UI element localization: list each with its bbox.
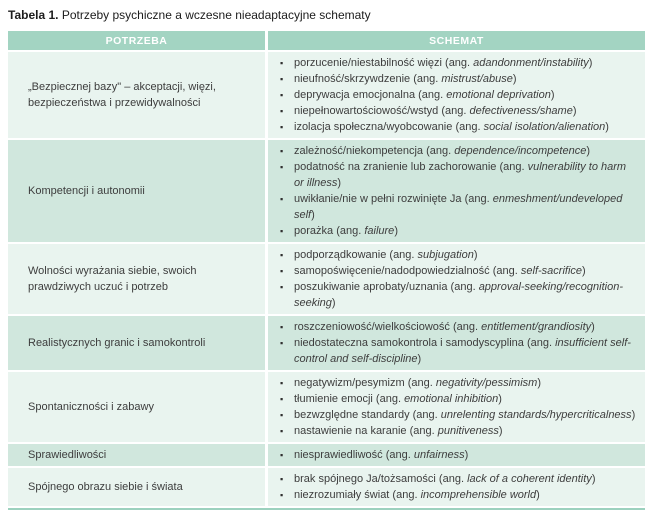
paren-close: ) — [337, 177, 342, 189]
schema-name-pl: uwikłanie/nie w pełni rozwinięte Ja — [294, 193, 465, 205]
schema-name-pl: niedostateczna samokontrola i samodyscyplina — [294, 337, 527, 349]
bullet-icon: ▪ — [280, 226, 284, 236]
schema-list — [280, 247, 637, 311]
table-row — [8, 316, 645, 370]
paren-close: ) — [473, 249, 478, 261]
schema-name-pl: nastawienie na karanie — [294, 425, 410, 437]
ang-prefix: (ang. — [445, 57, 474, 69]
paren-close: ) — [550, 89, 555, 101]
ang-prefix: (ang. — [438, 473, 468, 485]
schema-item-text — [294, 103, 637, 119]
paren-close: ) — [582, 265, 586, 277]
need-label: Wolności wyrażania siebie, swoich prawdziwych uczuć i potrzeb — [28, 265, 197, 293]
table-title-label: Tabela 1. — [8, 8, 59, 22]
bullet-icon: ▪ — [280, 162, 284, 172]
schema-item-text — [294, 423, 637, 439]
need-label: „Bezpiecznej bazy" – akceptacji, więzi, bezpieczeństwa i przewidywalności — [28, 81, 216, 109]
schema-name-en: approval-seeking/recognition-seeking — [294, 281, 623, 309]
table-row — [8, 140, 645, 242]
ang-prefix: (ang. — [450, 281, 479, 293]
schema-name-pl: nieufność/skrzywdzenie — [294, 73, 414, 85]
ang-prefix: (ang. — [426, 145, 455, 157]
ang-prefix: (ang. — [389, 249, 418, 261]
ang-prefix: (ang. — [418, 89, 447, 101]
paren-close: ) — [512, 73, 517, 85]
paren-close: ) — [586, 145, 590, 157]
table-title — [8, 8, 645, 22]
schema-item — [280, 407, 637, 423]
schema-name-en: dependence/incompetence — [454, 145, 587, 157]
schema-name-en: punitiveness — [437, 425, 499, 437]
table-header-row — [8, 31, 645, 50]
schema-item — [280, 447, 637, 463]
schema-name-pl: izolacja społeczna/wyobcowanie — [294, 121, 456, 133]
need-label: Spójnego obrazu siebie i świata — [28, 481, 183, 493]
schema-name-en: adandonment/instability — [473, 57, 589, 69]
schema-name-pl: niezrozumiały świat — [294, 489, 393, 501]
bullet-icon: ▪ — [280, 58, 284, 68]
need-cell — [8, 468, 265, 506]
bullet-icon: ▪ — [280, 450, 284, 460]
bullet-icon: ▪ — [280, 282, 284, 292]
schema-cell — [268, 140, 645, 242]
need-label: Realistycznych granic i samokontroli — [28, 337, 206, 349]
schema-list — [280, 471, 637, 503]
paren-close: ) — [537, 377, 541, 389]
schema-item — [280, 375, 637, 391]
schema-name-en: defectiveness/shame — [469, 105, 573, 117]
schema-name-en: emotional inhibition — [404, 393, 499, 405]
schema-item — [280, 263, 637, 279]
schema-name-en: entitlement/grandiosity — [481, 321, 592, 333]
schema-name-en: incomprehensible world — [420, 489, 537, 501]
schema-name-pl: podporządkowanie — [294, 249, 390, 261]
bullet-icon: ▪ — [280, 378, 284, 388]
paren-close: ) — [417, 353, 422, 365]
schema-item-text — [294, 335, 637, 367]
schema-item — [280, 391, 637, 407]
schema-name-pl: tłumienie emocji — [294, 393, 376, 405]
schema-list — [280, 319, 637, 367]
bullet-icon: ▪ — [280, 146, 284, 156]
schema-list — [280, 375, 637, 439]
schema-name-en: social isolation/alienation — [483, 121, 606, 133]
schema-item-text — [294, 159, 637, 191]
schema-name-pl: podatność na zranienie lub zachorowanie — [294, 161, 500, 173]
schema-name-pl: deprywacja emocjonalna — [294, 89, 419, 101]
schema-item — [280, 143, 637, 159]
table-title-text: Potrzeby psychiczne a wczesne nieadaptacyjne schematy — [61, 8, 371, 22]
schema-item-text — [294, 319, 637, 335]
ang-prefix: (ang. — [492, 265, 521, 277]
schema-name-pl: porażka — [294, 225, 337, 237]
bullet-icon: ▪ — [280, 426, 284, 436]
bullet-icon: ▪ — [280, 394, 284, 404]
ang-prefix: (ang. — [526, 337, 556, 349]
schema-item — [280, 247, 637, 263]
schema-name-en: failure — [364, 225, 395, 237]
paren-close: ) — [588, 57, 593, 69]
schema-item-text — [294, 71, 637, 87]
column-header-schemat: SCHEMAT — [268, 31, 645, 50]
need-cell — [8, 444, 265, 466]
schema-item-text — [294, 279, 637, 311]
paren-close: ) — [591, 473, 596, 485]
bullet-icon: ▪ — [280, 474, 284, 484]
ang-prefix: (ang. — [455, 121, 484, 133]
schema-item-text — [294, 55, 637, 71]
bullet-icon: ▪ — [280, 338, 284, 348]
schema-cell — [268, 52, 645, 138]
schema-name-en: self-sacrifice — [520, 265, 583, 277]
schema-item — [280, 103, 637, 119]
schema-name-pl: negatywizm/pesymizm — [294, 377, 408, 389]
schema-item — [280, 55, 637, 71]
needs-schemas-table — [8, 31, 645, 510]
schema-cell — [268, 316, 645, 370]
ang-prefix: (ang. — [392, 489, 421, 501]
schema-item-text — [294, 407, 637, 423]
paren-close: ) — [536, 489, 540, 501]
schema-item-text — [294, 447, 637, 463]
schema-item-text — [294, 143, 637, 159]
schema-list — [280, 55, 637, 135]
paren-close: ) — [394, 225, 398, 237]
schema-name-pl: niepełnowartościowość/wstyd — [294, 105, 442, 117]
bullet-icon: ▪ — [280, 410, 284, 420]
ang-prefix: (ang. — [375, 393, 405, 405]
schema-name-en: subjugation — [417, 249, 474, 261]
ang-prefix: (ang. — [452, 321, 482, 333]
schema-name-en: lack of a coherent identity — [467, 473, 592, 485]
table-row — [8, 444, 645, 466]
bullet-icon: ▪ — [280, 322, 284, 332]
schema-name-pl: bezwzględne standardy — [294, 409, 413, 421]
schema-name-pl: porzucenie/niestabilność więzi — [294, 57, 446, 69]
paren-close: ) — [605, 121, 609, 133]
schema-name-en: enmeshment/undeveloped self — [294, 193, 623, 221]
schema-item-text — [294, 247, 637, 263]
ang-prefix: (ang. — [441, 105, 470, 117]
schema-item — [280, 71, 637, 87]
ang-prefix: (ang. — [385, 449, 414, 461]
schema-list — [280, 447, 637, 463]
schema-item — [280, 223, 637, 239]
need-cell — [8, 140, 265, 242]
schema-name-en: vulnerability to harm or illness — [294, 161, 627, 189]
schema-cell — [268, 244, 645, 314]
schema-item — [280, 159, 637, 191]
table-row — [8, 244, 645, 314]
need-cell — [8, 52, 265, 138]
ang-prefix: (ang. — [412, 409, 441, 421]
schema-item-text — [294, 391, 637, 407]
paren-close: ) — [631, 409, 636, 421]
need-label: Kompetencji i autonomii — [28, 185, 145, 197]
bullet-icon: ▪ — [280, 266, 284, 276]
schema-item — [280, 191, 637, 223]
ang-prefix: (ang. — [413, 73, 442, 85]
paren-close: ) — [498, 425, 503, 437]
schema-item — [280, 487, 637, 503]
schema-name-en: emotional deprivation — [446, 89, 551, 101]
bullet-icon: ▪ — [280, 90, 284, 100]
schema-name-pl: brak spójnego Ja/tożsamości — [294, 473, 439, 485]
need-label: Sprawiedliwości — [28, 449, 107, 461]
schema-item — [280, 87, 637, 103]
schema-item-text — [294, 119, 637, 135]
schema-name-pl: samopoświęcenie/nadodpowiedzialność — [294, 265, 493, 277]
schema-name-pl: roszczeniowość/wielkościowość — [294, 321, 453, 333]
schema-name-en: unfairness — [413, 449, 465, 461]
schema-item — [280, 423, 637, 439]
need-cell — [8, 244, 265, 314]
schema-item — [280, 319, 637, 335]
bullet-icon: ▪ — [280, 74, 284, 84]
table-row — [8, 468, 645, 506]
bullet-icon: ▪ — [280, 490, 284, 500]
schema-item-text — [294, 471, 637, 487]
ang-prefix: (ang. — [336, 225, 365, 237]
bullet-icon: ▪ — [280, 194, 284, 204]
paren-close: ) — [331, 297, 336, 309]
schema-name-pl: niesprawiedliwość — [294, 449, 386, 461]
schema-item-text — [294, 223, 637, 239]
paren-close: ) — [591, 321, 595, 333]
ang-prefix: (ang. — [499, 161, 528, 173]
schema-cell — [268, 468, 645, 506]
paren-close: ) — [572, 105, 577, 117]
paren-close: ) — [498, 393, 502, 405]
schema-item-text — [294, 191, 637, 223]
table-row — [8, 52, 645, 138]
need-label: Spontaniczności i zabawy — [28, 401, 154, 413]
paren-close: ) — [311, 209, 315, 221]
schema-name-pl: poszukiwanie aprobaty/uznania — [294, 281, 451, 293]
schema-item — [280, 335, 637, 367]
ang-prefix: (ang. — [464, 193, 493, 205]
table-row — [8, 372, 645, 442]
ang-prefix: (ang. — [409, 425, 438, 437]
schema-item-text — [294, 487, 637, 503]
schema-item-text — [294, 87, 637, 103]
bullet-icon: ▪ — [280, 250, 284, 260]
bullet-icon: ▪ — [280, 122, 284, 132]
schema-name-en: mistrust/abuse — [441, 73, 513, 85]
schema-list — [280, 143, 637, 239]
schema-cell — [268, 444, 645, 466]
schema-item — [280, 119, 637, 135]
schema-cell — [268, 372, 645, 442]
schema-item — [280, 471, 637, 487]
schema-name-pl: zależność/niekompetencja — [294, 145, 427, 157]
paren-close: ) — [464, 449, 469, 461]
schema-name-en: unrelenting standards/hypercriticalness — [440, 409, 632, 421]
schema-name-en: negativity/pessimism — [435, 377, 538, 389]
schema-item-text — [294, 263, 637, 279]
table-body — [8, 52, 645, 506]
schema-item-text — [294, 375, 637, 391]
schema-item — [280, 279, 637, 311]
schema-name-en: insufficient self-control and self-discipline — [294, 337, 631, 365]
ang-prefix: (ang. — [407, 377, 436, 389]
need-cell — [8, 372, 265, 442]
need-cell — [8, 316, 265, 370]
bullet-icon: ▪ — [280, 106, 284, 116]
column-header-potrzeba: POTRZEBA — [8, 31, 265, 50]
